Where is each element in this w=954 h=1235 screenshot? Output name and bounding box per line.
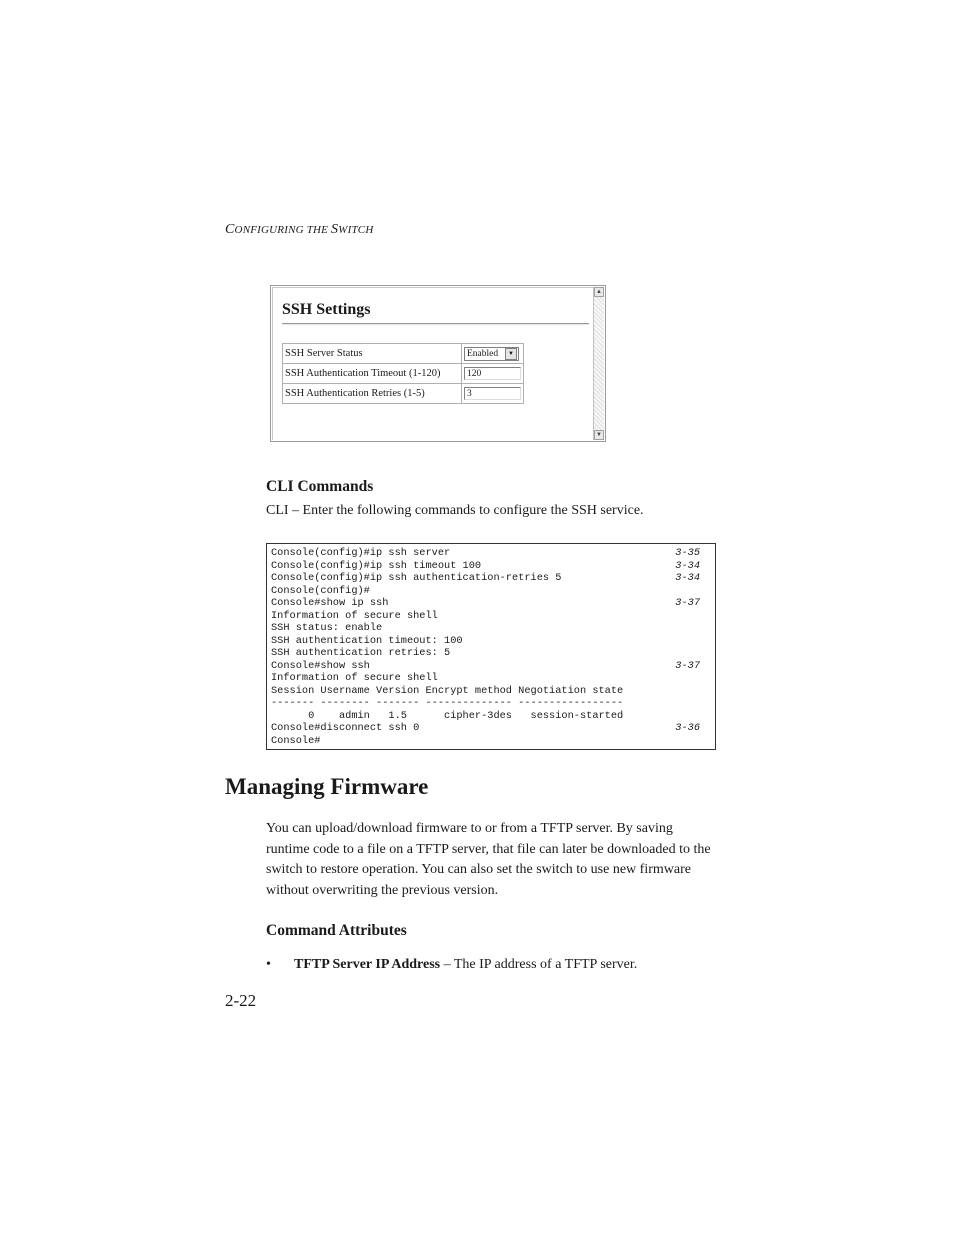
code-line	[271, 547, 711, 560]
ssh-retries-cell	[462, 384, 524, 404]
header-rest-2: WITCH	[338, 224, 374, 236]
table-row	[283, 384, 524, 404]
code-line-text: Information of secure shell	[271, 609, 438, 622]
ssh-timeout-cell	[462, 364, 524, 384]
code-lines	[271, 547, 711, 747]
ssh-timeout-input[interactable]: 120	[464, 367, 521, 380]
code-line-text: Console(config)#ip ssh authentication-retries 5	[271, 572, 562, 584]
ssh-settings-table	[282, 343, 524, 404]
code-line	[271, 597, 711, 610]
code-line	[271, 722, 711, 735]
code-line	[271, 660, 711, 673]
header-rest-1: ONFIGURING THE	[234, 224, 332, 236]
ssh-timeout-label: SSH Authentication Timeout (1-120)	[283, 364, 462, 384]
code-line-reference: 3-36	[675, 722, 700, 734]
scroll-down-icon[interactable]: ▼	[594, 430, 604, 440]
code-line-text: SSH status: enable	[271, 622, 383, 634]
header-initial-1: C	[225, 222, 235, 237]
ssh-settings-screenshot	[270, 285, 606, 442]
code-line-text: Console#show ssh	[271, 659, 370, 672]
code-line	[271, 622, 711, 635]
code-line-text: 0 admin 1.5 cipher-3des session-started	[271, 709, 624, 722]
ssh-server-status-label: SSH Server Status	[283, 344, 462, 364]
header-initial-2: S	[331, 222, 339, 237]
ssh-retries-label: SSH Authentication Retries (1-5)	[283, 384, 462, 404]
code-line-text: Console(config)#	[271, 584, 370, 597]
code-line-reference: 3-35	[675, 547, 700, 559]
bullet-desc: – The IP address of a TFTP server.	[440, 957, 638, 972]
code-line	[271, 647, 711, 660]
ssh-server-status-cell	[462, 344, 524, 364]
code-line-reference: 3-37	[675, 597, 700, 609]
code-line-text: Information of secure shell	[271, 672, 438, 684]
code-line-text: SSH authentication timeout: 100	[271, 634, 463, 647]
command-attributes-heading: Command Attributes	[266, 922, 407, 939]
vertical-scrollbar[interactable]	[593, 287, 604, 440]
running-header	[225, 222, 373, 238]
table-row	[283, 344, 524, 364]
code-line	[271, 560, 711, 573]
screenshot-content	[272, 287, 593, 440]
code-line-reference: 3-34	[675, 572, 700, 584]
cli-intro: CLI – Enter the following commands to configure the SSH service.	[266, 503, 644, 518]
cli-code-block	[266, 543, 716, 750]
code-line	[271, 635, 711, 648]
ssh-server-status-value: Enabled	[467, 348, 499, 359]
page-number: 2-22	[225, 991, 257, 1010]
code-line-text: SSH authentication retries: 5	[271, 647, 451, 659]
bullet-marker: •	[266, 957, 271, 972]
code-line	[271, 697, 711, 710]
ssh-settings-title: SSH Settings	[282, 301, 371, 318]
code-line-text: Session Username Version Encrypt method Negotiation state	[271, 684, 624, 697]
code-line	[271, 585, 711, 598]
section-paragraph: You can upload/download firmware to or from a TFTP server. By saving runtime code to a file on a TFTP server, that file can later be downloaded to the switch to restore operation. You can also set the switch to use new firmware without overwriting the previous version.	[266, 821, 711, 898]
scroll-up-icon[interactable]: ▲	[594, 287, 604, 297]
title-divider	[282, 323, 589, 325]
bullet-term: TFTP Server IP Address	[294, 957, 441, 972]
bullet-item	[294, 955, 637, 976]
code-line	[271, 710, 711, 723]
code-line	[271, 685, 711, 698]
code-line-text: Console(config)#ip ssh timeout 100	[271, 559, 482, 572]
code-line	[271, 572, 711, 585]
code-line-text: ------- -------- ------- -------------- -----------------	[271, 697, 624, 709]
code-line-text: Console#show ip ssh	[271, 597, 389, 609]
code-line	[271, 610, 711, 623]
code-line-reference: 3-34	[675, 559, 700, 572]
section-title: Managing Firmware	[225, 774, 429, 799]
code-line-text: Console(config)#ip ssh server	[271, 547, 451, 559]
code-line	[271, 672, 711, 685]
code-line-text: Console#	[271, 734, 321, 747]
ssh-server-status-select[interactable]	[464, 347, 519, 361]
cli-commands-heading: CLI Commands	[266, 478, 374, 495]
code-line-text: Console#disconnect ssh 0	[271, 722, 420, 734]
ssh-retries-input[interactable]: 3	[464, 387, 521, 400]
table-row	[283, 364, 524, 384]
code-line-reference: 3-37	[675, 659, 700, 672]
chevron-down-icon[interactable]: ▼	[505, 348, 517, 360]
code-line	[271, 735, 711, 748]
